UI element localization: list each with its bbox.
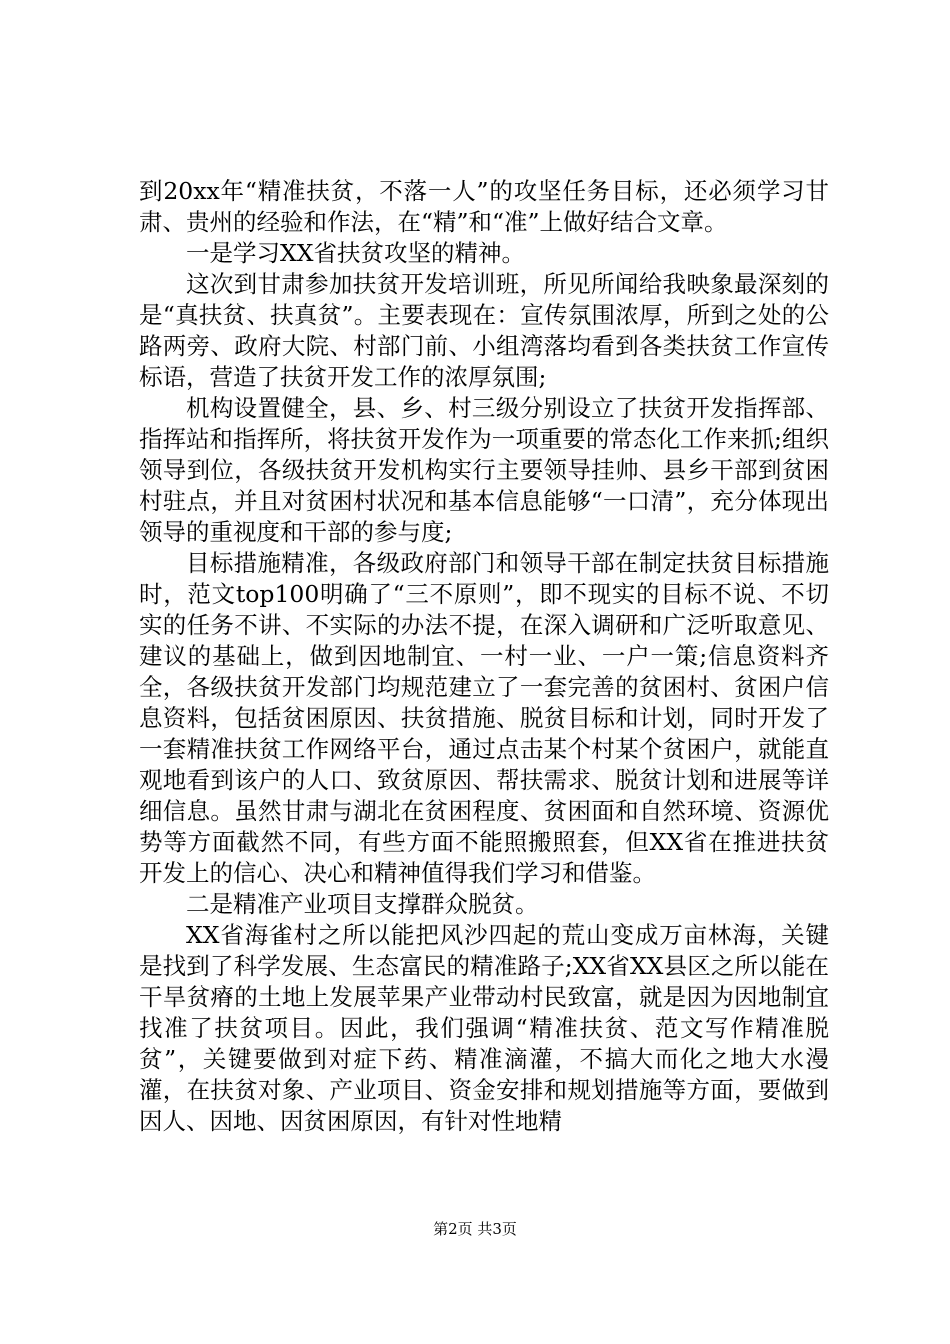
paragraph: 机构设置健全，县、乡、村三级分别设立了扶贫开发指挥部、指挥站和指挥所，将扶贫开发作为一项重要的常态化工作来抓;组织领导到位，各级扶贫开发机构实行主要领导挂帅、县乡干部到贫困村驻点，并且对贫困村状况和基本信息能够“一口清”，充分体现出领导的重视度和干部的参与度; [139, 394, 829, 546]
document-body [139, 176, 829, 1137]
section-heading-two: 二是精准产业项目支撑群众脱贫。 [186, 890, 539, 918]
paragraph: XX省海雀村之所以能把风沙四起的荒山变成万亩林海，关键是找到了科学发展、生态富民的精准路子;XX省XX县区之所以能在干旱贫瘠的土地上发展苹果产业带动村民致富，就是因为因地制宜找准了扶贫项目。因此，我们强调“精准扶贫、范文写作精准脱贫”，关键要做到对症下药、精准滴灌，不搞大而化之地大水漫灌，在扶贫对象、产业项目、资金安排和规划措施等方面，要做到因人、因地、因贫困原因，有针对性地精 [139, 921, 829, 1135]
paragraph: 目标措施精准，各级政府部门和领导干部在制定扶贫目标措施时，范文top100明确了“三不原则”，即不现实的目标不说、不切实的任务不讲、不实际的办法不提，在深入调研和广泛听取意见、建议的基础上，做到因地制宜、一村一业、一户一策;信息资料齐全，各级扶贫开发部门均规范建立了一套完善的贫困村、贫困户信息资料，包括贫困原因、扶贫措施、脱贫目标和计划，同时开发了一套精准扶贫工作网络平台，通过点击某个村某个贫困户，就能直观地看到该户的人口、致贫原因、帮扶需求、脱贫计划和进展等详细信息。虽然甘肃与湖北在贫困程度、贫困面和自然环境、资源优势等方面截然不同，有些方面不能照搬照套，但XX省在推进扶贫开发上的信心、决心和精神值得我们学习和借鉴。 [139, 549, 829, 887]
page-footer: 第2页 共3页 [433, 1220, 517, 1238]
paragraph: 这次到甘肃参加扶贫开发培训班，所见所闻给我映象最深刻的是“真扶贫、扶真贫”。主要表现在：宣传氛围浓厚，所到之处的公路两旁、政府大院、村部门前、小组湾落均看到各类扶贫工作宣传标语，营造了扶贫开发工作的浓厚氛围; [139, 270, 829, 391]
paragraph-continued: 到20xx年“精准扶贫，不落一人”的攻坚任务目标，还必须学习甘肃、贵州的经验和作法，在“精”和“准”上做好结合文章。 [139, 177, 829, 236]
section-heading-one: 一是学习XX省扶贫攻坚的精神。 [186, 239, 525, 267]
